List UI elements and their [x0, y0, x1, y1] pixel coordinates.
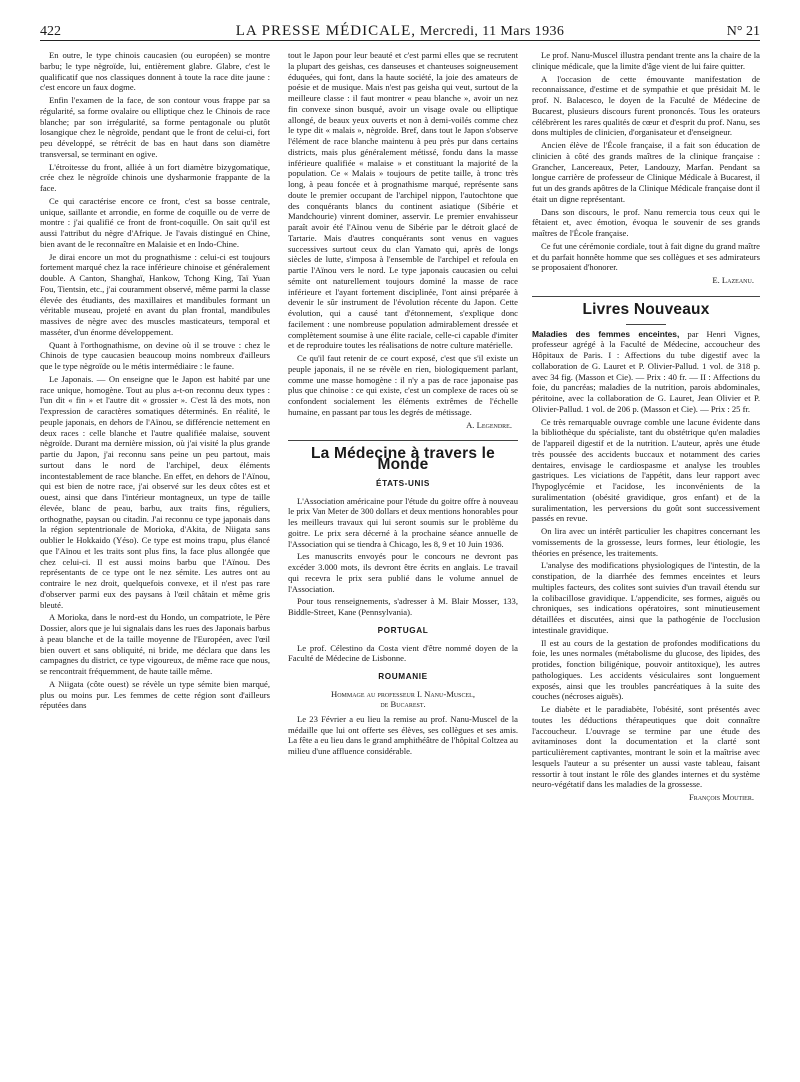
paragraph: Il est au cours de la gestation de profondes modifications du foie, les unes normales (métabolisme du glucose, des lipides, des protides, fonction biligénique, pouvoir antitoxique), les autres pathologiques. Les accidents vésiculaires sont longuement exposés, ainsi que les troubles pancréatiques à la suite des couches (nécroses aiguës). [532, 637, 760, 702]
paragraph: Les manuscrits envoyés pour le concours ne devront pas excéder 3.000 mots, ils devront être écrits en anglais. Le travail qui recevra le prix sera publié dans le volume annuel de l'Association. [288, 551, 518, 594]
book-details: par Henri Vignes, professeur agrégé à la Faculté de Médecine, accoucheur des Hôpitaux de Paris. I : Affections du tube digestif avec la collaboration de G. Lauret et P. Olivier-Pallud. 1 vol. de 318 p. avec 34 fig. (Masson et Cie). — Prix : 40 fr. — II : Affections du foie, du pancréas; maladies de la nutrition, parois abdominales, péritoine, avec la collaboration de G. Lauret, Jean Olivier et P. Olivier-Pallud. 1 vol. de 206 p. (Masson et Cie). — Prix : 25 fr. [532, 328, 760, 414]
paragraph: Ce fut une cérémonie cordiale, tout à fait digne du grand maître et du parfait honnête homme que ses collègues et ses admirateurs se proposaient d'honorer. [532, 240, 760, 273]
page-header [40, 18, 760, 41]
journal-masthead [100, 23, 700, 40]
column-1 [40, 50, 270, 713]
column-3 [532, 50, 760, 803]
section-divider [288, 440, 518, 441]
journal-title: LA PRESSE MÉDICALE, [235, 23, 416, 39]
subtitle-line: Hommage au professeur I. Nanu-Muscel, [330, 688, 476, 699]
country-heading-us: ÉTATS-UNIS [376, 478, 430, 488]
paragraph: Quant à l'orthognathisme, on devine où il se trouve : chez le Chinois de type caucasien beaucoup moins nombreux d'ailleurs que le type nègroïde ou le métis intermédiaire : le faune. [40, 339, 270, 371]
issue-date: Mercredi, 11 Mars 1936 [419, 24, 565, 39]
section-title: Livres Nouveaux [582, 300, 710, 318]
paragraph: Ce qu'il faut retenir de ce court exposé, c'est que s'il existe un peuple japonais, il ne se révèle en rien, biologiquement parlant, comme une masse homogène : il n'y a pas de race japonaise pas plus que chinoise : ce qui existe, c'est un complexe de races où se confondent socialement les éléments extrêmes de l'échelle humaine, en passant par tous les degrés de métissage. [288, 353, 518, 417]
paragraph: Enfin l'examen de la face, de son contour vous frappe par sa régularité, sa forme ovalaire ou elliptique chez le Chinois de race blanche; par son irrégularité, sa forme pentagonale ou plutôt losangique chez le nègroïde, pendant que le front de celui-ci, fort peu développé, se rétrécit de bas en haut dans son diamètre transversal, se terminant en ogive. [40, 95, 270, 159]
column-2 [288, 50, 518, 759]
paragraph: Dans son discours, le prof. Nanu remercia tous ceux qui le fêtaient et, avec émotion, évoqua le souvenir de ses grands maîtres de l'École française. [532, 206, 760, 238]
paragraph: On lira avec un intérêt particulier les chapitres concernant les vomissements de la grossesse, leurs formes, leur étiologie, les théories en présence, les traitements. [532, 526, 760, 558]
paragraph: Je dirai encore un mot du prognathisme : celui-ci est toujours fortement marqué chez la race inférieure chinoise et généralement double. A Canton, Shanghaï, Hankow, Tchong King, Taï Yuan Fou, Tientsin, etc., j'ai couramment observé, même parmi la classe élevée des étudiants, des maxillaires et mandibules formant un véritable museau, projeté en avant du plan frontal, mandibules massives de nègre avec des muscles masticateurs, temporal et masséter, d'un énorme développement. [40, 251, 270, 337]
paragraph: Le Japonais. — On enseigne que le Japon est habité par une race unique, homogène. Tout au plus a-t-on reconnu deux types : l'un dit « fin » et l'autre dit « grossier ». C'est là des mots, non l'expression de caractères somatiques déterminés. En réalité, le peuple japonais, en dehors de l'Aïnou, se différencie nettement en deux races : celle blanche et l'autre qualifiée malaise, souvent nègroïde. Durant ma dernière mission, où j'ai visité la plus grande partie du Japon, j'ai reconnu sans peine un peu partout, mais surtout dans le nord de l'archipel, deux éléments incontestablement de race blanche. En effet, en dehors de l'Aïnou, qui est bien de notre race, j'ai observé sur les deux côtes est et ouest, ainsi que dans l'intérieur montagneux, un type de taille élevée, blanc de peau, barbu, aux traits fins, réguliers, orthognathe, paysan ou citadin. J'ai reconnu ce type japonais dans la région septentrionale de Morioka, d'Akita, de Niigata sans oublier le Hokkaido (Yéso). Ce type est moins trapu, plus élancé que l'Aïnou et les traits sont plus fins, la face plus allongée que chez celui-ci. Il est aussi moins barbu que l'Aïnou. Des représentants de ce type ont le nez sémite. Les autres ont au contraire le nez droit, quelquefois convexe, et il n'est pas rare d'observer parmi eux des paysans à l'œil châtain et même gris bleuté. [40, 373, 270, 610]
subtitle-line: de Bucarest. [380, 699, 426, 710]
paragraph: tout le Japon pour leur beauté et c'est parmi elles que se recrutent la plupart des geishas, ces danseuses et chanteuses soigneusement éduquées, qui font, dans la haute société, la joie des amateurs de poésie et de musique. Mais n'est pas geisha qui veut, surtout de la meilleure classe : il faut montrer « peau blanche », avoir un nez fin convexe sinon busqué, avoir un visage ovale ou elliptique allongé, de beaux yeux ouverts et non à demi-voilés comme chez le type dit « malais », nègroïde. Bref, dans tout le Japon s'observe l'élément de race blanche maintenu à peu près pur dans certains districts, mais plus généralement métissé, fondu dans la masse inférieure qualifiée « malaise » et constituant la majorité de la population. Ce « Malais » toujours de petite taille, à tronc très long, à peau foncée et à prognathisme marqué, représente sans doute le premier occupant de l'archipel nippon, l'autochtone que des conquérants blancs du continent asiatique (Sibérie et Mandchourie) vinrent dominer, asservir. Le premier envahisseur paraît avoir été l'Aïnou venu de Sibérie par le détroit glacé de Tartarie. Mais d'autres conquérants sont venus en vagues successives surtout ceux du clan Yamato qui, après de longs siècles de lutte, s'imposa à l'ensemble de l'archipel et refoula en partie l'Aïnou vers le nord. Le type japonais caucasien ou celui sémite ont naturellement toujours dominé la masse de race inférieure et l'ayant fortement disciplinée, l'ont ainsi préparée à devenir le sûr instrument de l'évolution récente du Japon. Cette évolution, qui a causé tant d'étonnement, s'explique donc facilement : une nombreuse population admirablement dressée et complètement soumise à une élite raciale, celle-ci capable d'imiter et de reproduire toutes les réalisations de notre culture matérielle. [288, 50, 518, 351]
country-heading-portugal: PORTUGAL [377, 625, 429, 635]
issue-number: N° 21 [726, 24, 760, 39]
paragraph: En outre, le type chinois caucasien (ou européen) se montre barbu; le type nègroïde, lui, entièrement glabre. Glabre, c'est le qualificatif que nos classiques donnent à toute la race dite jaune : c'est encore un faux dogme. [40, 50, 270, 93]
paragraph: Ancien élève de l'École française, il a fait son éducation de clinicien à côté des grands maîtres de la clinique française : Grancher, Lancereaux, Peter, Landouzy, Marfan. Pendant sa longue carrière de professeur de Clinique Médicale à Bucarest, il fut un des grands apôtres de la Clinique Médicale française dont il était un digne représentant. [532, 140, 760, 204]
author-signature: A. Legendre. [466, 419, 512, 430]
paragraph: Ce très remarquable ouvrage comble une lacune évidente dans la bibliothèque du spécialiste, tant du obstétrique qu'en maladies de l'appareil digestif et de la nutrition. L'auteur, après une étude très poussée des accidents buccaux et notamment des caries dentaires, envisage le cardiospasme et analyse les troubles gastriques. Les viciations de l'appétit, dans leur rapport avec l'hypoglycémie et l'acidose, les inconvénients de la suralimentation (obésité gravidique, gros enfant) et de la suralimentation, les perversions du goût sont successivement passés en revue. [532, 416, 760, 524]
paragraph: A l'occasion de cette émouvante manifestation de reconnaissance, d'estime et de sympathie et que présidait M. le prof. N. Balacesco, le doyen de la Faculté de Médecine de Bucarest, plusieurs discours furent prononcés. Tous les orateurs célébrèrent les rares qualités de cœur et d'esprit du prof. Nanu, ses dons multiples de clinicien, d'organisateur et d'enseigneur. [532, 73, 760, 138]
paragraph: L'Association américaine pour l'étude du goitre offre à nouveau le prix Van Meter de 300 dollars et deux mentions honorables pour les meilleurs travaux qui lui seront soumis sur le problème du goitre. Le prix sera décerné à la prochaine séance annuelle de l'Association qui se tiendra à Chicago, les 8, 9 et 10 Juin 1936. [288, 495, 518, 549]
section-title: La Médecine à travers le Monde [310, 445, 495, 473]
book-entry [532, 329, 760, 415]
author-signature: E. Lazeanu. [712, 275, 754, 285]
paragraph: Ce qui caractérise encore ce front, c'est sa bosse centrale, unique, saillante et arrondie, en forme de coquille ou de verre de montre : j'ai qualifié ce front de front-coquille. On sait qu'il est aussi l'attribut du nègre d'Afrique. Je l'avais distingué en Chine, bien avant de le reconnaître en Malaisie et en Indo-Chine. [40, 195, 270, 249]
paragraph: Le 23 Février a eu lieu la remise au prof. Nanu-Muscel de la médaille que lui ont offerte ses élèves, ses collègues et ses amis. La fête a eu lieu dans le grand amphithéâtre de l'hôpital Coltzea au milieu d'une affluence considérable. [288, 713, 518, 756]
paragraph: Pour tous renseignements, s'adresser à M. Blair Mosser, 133, Biddle-Street, Kane (Pennsylvania). [288, 596, 518, 617]
short-divider [626, 324, 666, 325]
page-number: 422 [40, 24, 61, 39]
paragraph: A Niigata (côte ouest) se révèle un type sémite bien marqué, plus ou moins pur. Les femmes de cette région sont d'ailleurs réputées dans [40, 678, 270, 711]
article-subtitle [288, 689, 518, 710]
book-title: Maladies des femmes enceintes, [532, 328, 680, 339]
country-heading-romania: ROUMANIE [378, 672, 428, 681]
paragraph: L'étroitesse du front, alliée à un fort diamètre bizygomatique, crée chez le nègroïde chinois une dysharmonie frappante de la face. [40, 161, 270, 193]
paragraph: Le prof. Célestino da Costa vient d'être nommé doyen de la Faculté de Médecine de Lisbonne. [288, 642, 518, 664]
paragraph: A Morioka, dans le nord-est du Hondo, un compatriote, le Père Dossier, alors que je lui signalais dans les rues des Japonais barbus à peau blanche et de la taille moyenne de l'Européen, avec l'œil bien ouvert et sans obliquité, ni bride, me déclara que dans les campagnes du district, ce type vigoureux, de même race que nous, se rencontrait fréquemment, de haute taille même. [40, 612, 270, 676]
review-signature: François Moutier. [688, 792, 754, 802]
paragraph: Le prof. Nanu-Muscel illustra pendant trente ans la chaire de la clinique médicale, que la limite d'âge vient de lui faire quitter. [532, 50, 760, 71]
section-divider [532, 296, 760, 297]
paragraph: Le diabète et le paradiabète, l'obésité, sont présentés avec toutes les déductions thérapeutiques que doit connaître l'accoucheur. L'ouvrage se termine par une étude des avitaminoses dont la documentation et la clarté sont particulièrement captivantes, montrant le soin et la maîtrise avec lesquels l'auteur a su présenter un aussi vaste tableau, faisant ressortir à tout instant le rôle des glandes internes et du système neuro-végétatif dans les maladies de la grossesse. [532, 704, 760, 790]
paragraph: L'analyse des modifications physiologiques de l'intestin, de la constipation, de la diarrhée des femmes enceintes et leurs multiples facteurs, des colites sont suivies d'un travail étendu sur la colibacillose gravidique. L'appendicite, ses formes, aiguës ou chroniques, ses indications opératoires, sont minutieusement détaillées et discutées, ainsi que la pathogénie de l'occlusion intestinale gravidique. [532, 560, 760, 635]
